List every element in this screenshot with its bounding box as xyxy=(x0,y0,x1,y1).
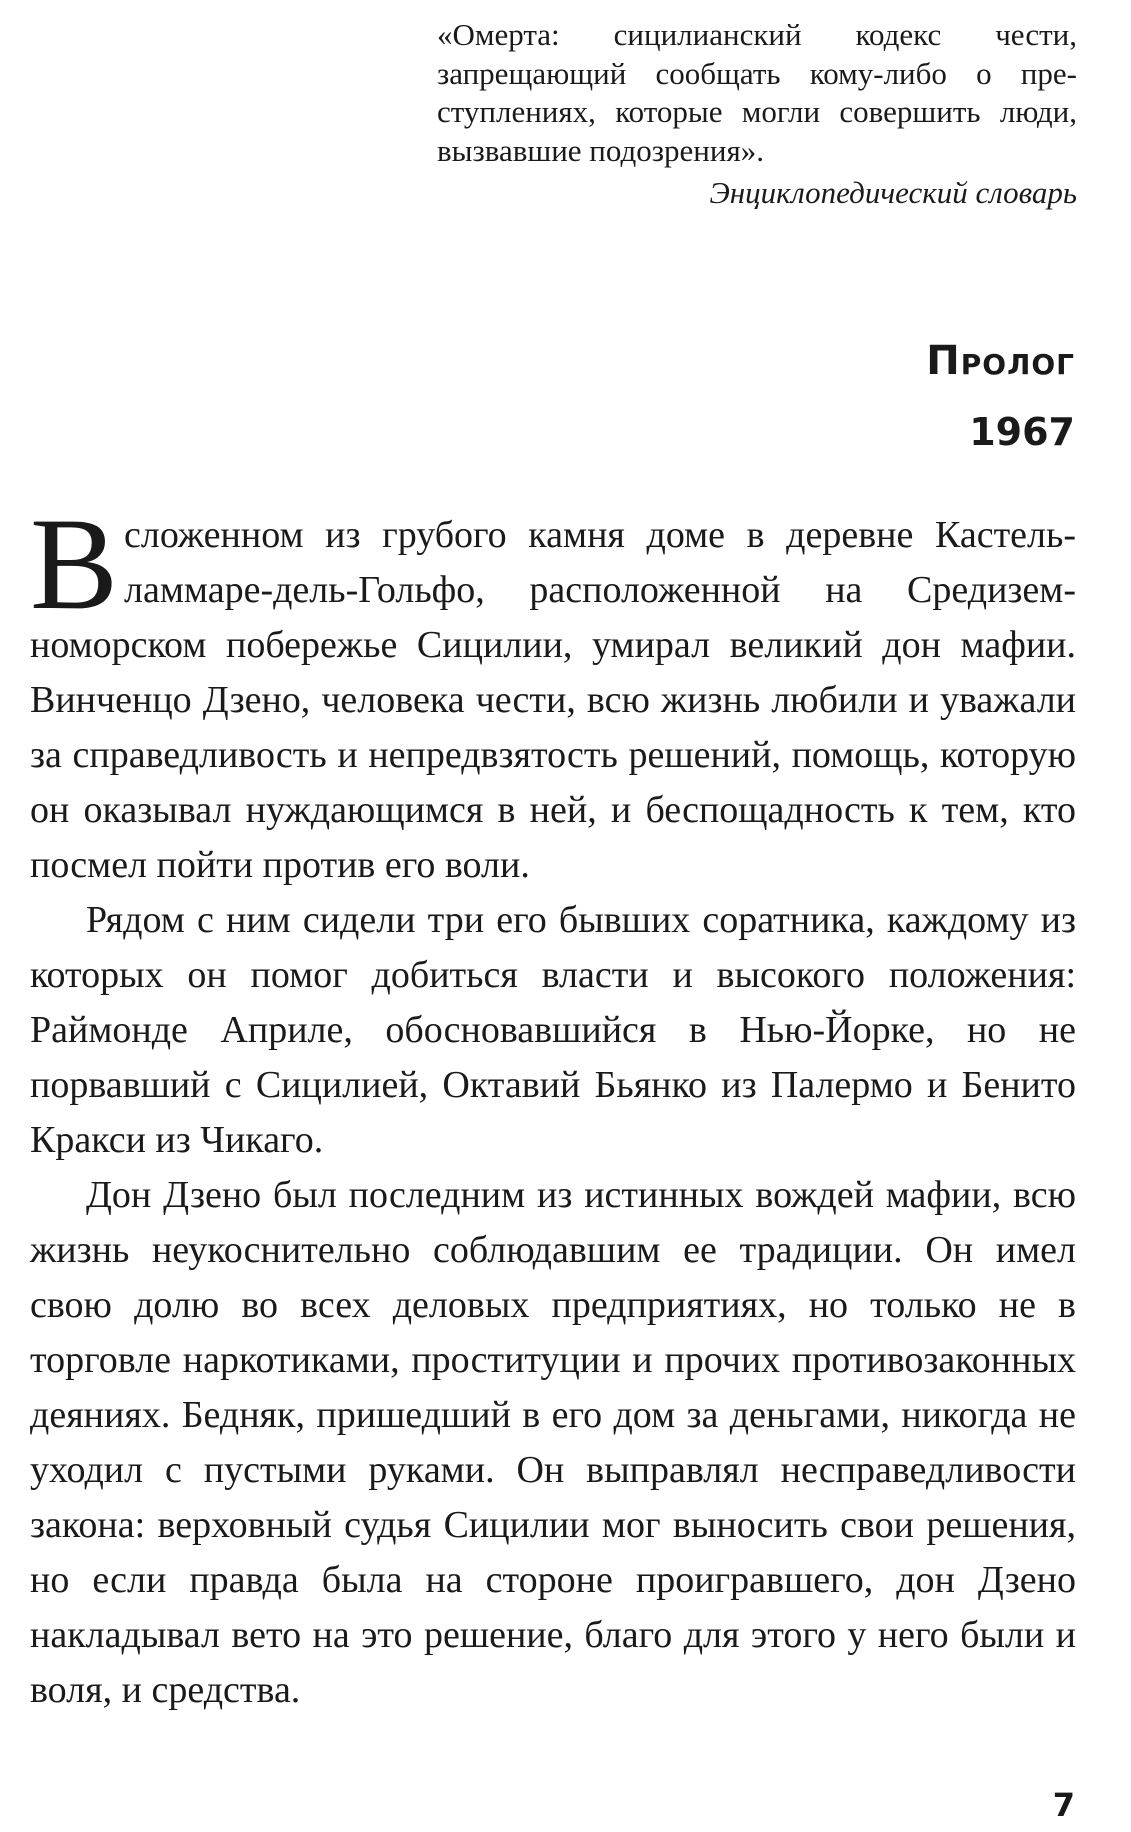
paragraph-text: сложенном из грубого камня доме в деревне Кастельламмаре-дель-Гольфо, расположенной на Средиземноморском побережье Сицилии, умирал великий дон мафии. Винченцо Дзено, человека чести, всю жизнь любили и уважали за справедливость и непредвзятость решений, помощь, которую он оказывал нуждающимся в ней, и беспощадность к тем, кто посмел пойти против его воли. xyxy=(30,514,1076,886)
epigraph xyxy=(437,16,1077,213)
paragraph: Дон Дзено был последним из истинных вождей мафии, всю жизнь неукоснительно соблюдавшим ее традиции. Он имел свою долю во всех деловых предприятиях, но только не в торговле наркотиками, проституции и прочих противозаконных деяниях. Бедняк, пришедший в его дом за деньгами, никогда не уходил с пустыми руками. Он выправлял несправедливости закона: верховный судья Сицилии мог выносить свои решения, но если правда была на стороне проигравшего, дон Дзено накладывал вето на это решение, благо для этого у него были и воля, и средства. xyxy=(30,1174,1076,1711)
epigraph-source: Энциклопедический словарь xyxy=(709,175,1077,210)
paragraph: Рядом с ним сидели три его бывших соратника, каждому из которых он помог добиться власти и высокого положения: Раймонде Априле, обосновавшийся в Нью-Йорке, но не порвавший с Сицилией, Октавий Бьянко из Палермо и Бенито Кракси из Чикаго. xyxy=(30,899,1076,1161)
paragraph xyxy=(30,490,1076,893)
chapter-year: 1967 xyxy=(969,410,1075,454)
page-number: 7 xyxy=(1052,1786,1075,1824)
epigraph-quote: «Омерта: сицилианский кодекс чести, запрещающий сообщать кому-либо о преступлениях, которые могли совершить люди, вызвавшие подозрения». xyxy=(437,17,1077,168)
drop-cap: В xyxy=(30,490,119,637)
chapter-title: Пролог xyxy=(926,338,1075,384)
chapter-body xyxy=(30,490,1076,1718)
